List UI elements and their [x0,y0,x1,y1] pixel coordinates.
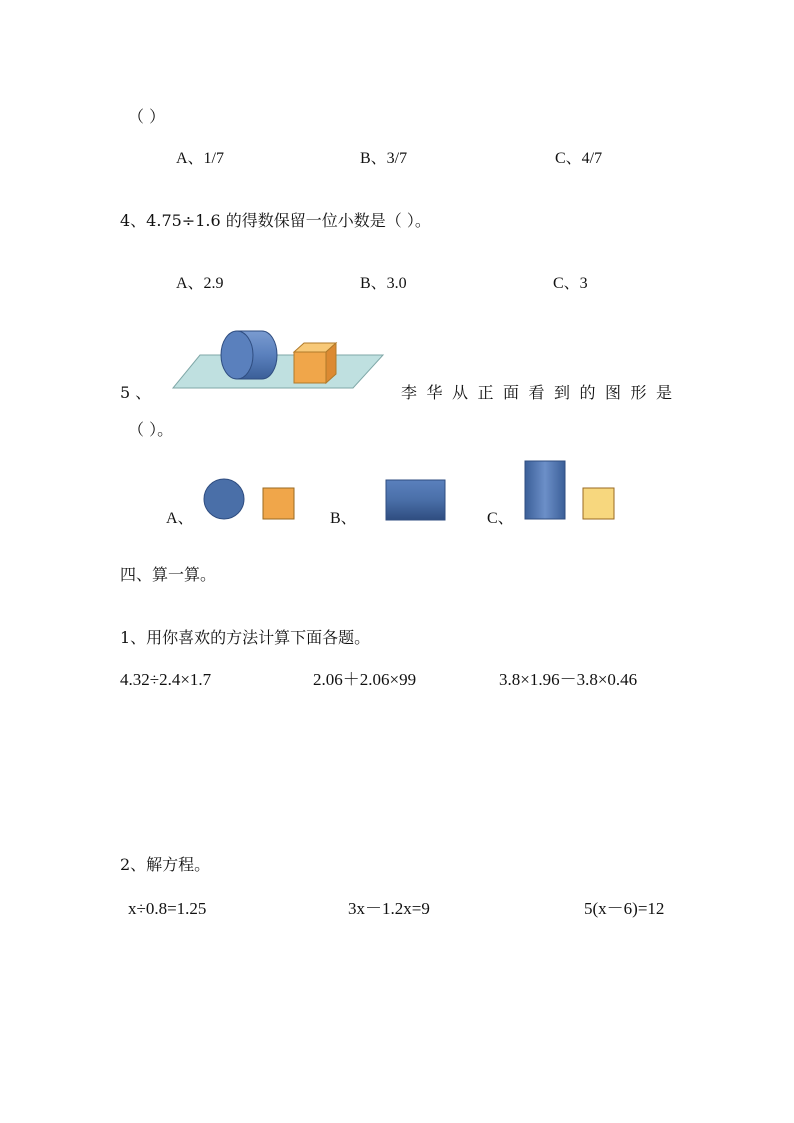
cube-front [294,352,326,383]
section-heading: 四、算一算。 [120,565,217,584]
equation-2: 3x－1.2x=9 [348,899,430,918]
q5-option-b-label: B、 [330,510,357,527]
q5-answer-paren: （ ）。 [128,420,174,439]
calc-problem-2: 2.06＋2.06×99 [313,670,417,689]
equation-3: 5(x－6)=12 [584,899,665,918]
q4-option-c: C、3 [553,275,588,292]
calc-problem-1: 4.32÷2.4×1.7 [120,670,212,689]
option-c-figure [520,456,620,524]
equation-1: x÷0.8=1.25 [128,899,207,918]
q4-question: 4、4.75÷1.6 的得数保留一位小数是（ ）。 [120,211,431,230]
part1-title: 1、用你喜欢的方法计算下面各题。 [120,628,371,647]
scene-illustration [170,325,385,390]
option-b-figure [384,478,448,524]
circle-shape [204,479,244,519]
q3-answer-paren: （ ） [128,107,166,126]
q3-option-a: A、1/7 [176,150,225,167]
calc-problem-3: 3.8×1.96－3.8×0.46 [499,670,638,689]
table-plane [173,355,383,388]
tall-blue-rectangle [525,461,565,519]
light-orange-square [583,488,614,519]
part2-title: 2、解方程。 [120,855,211,874]
q3-option-c: C、4/7 [555,150,603,167]
blue-rectangle [386,480,445,520]
q5-question: 李华从正面看到的图形是 [401,383,682,402]
option-a-figure [200,476,300,524]
q5-option-a-label: A、 [166,510,194,527]
q3-option-b: B、3/7 [360,150,408,167]
cylinder-end-face [221,331,253,379]
orange-square [263,488,294,519]
q4-option-a: A、2.9 [176,275,224,292]
q5-option-c-label: C、 [487,510,514,527]
q4-option-b: B、3.0 [360,275,407,292]
q5-number: 5 、 [120,383,152,402]
